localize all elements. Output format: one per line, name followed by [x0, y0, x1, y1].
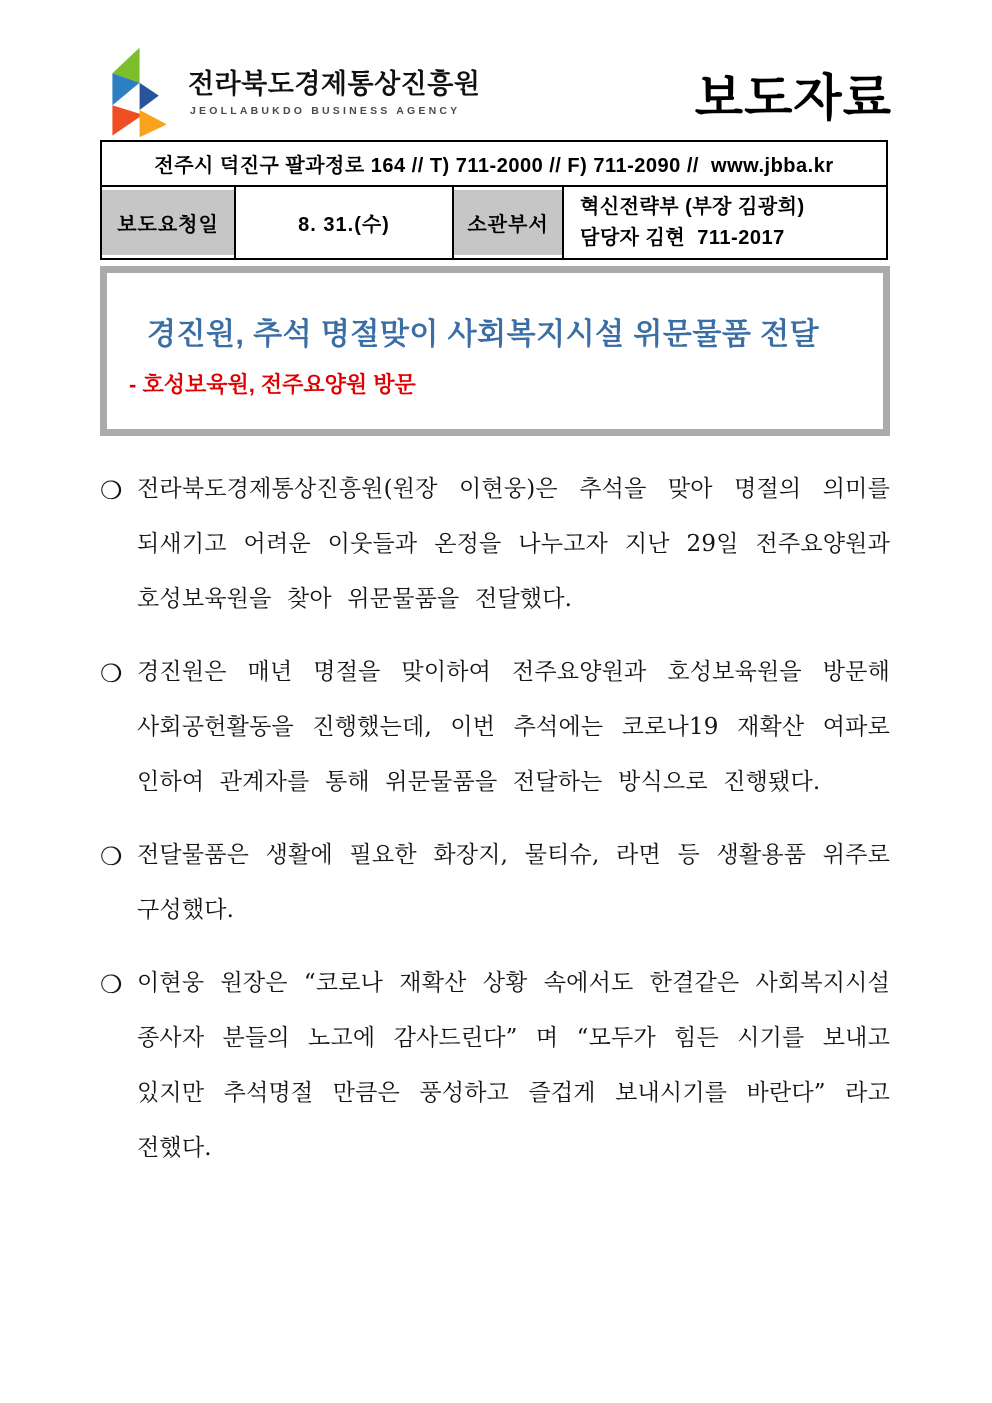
agency-name-english: JEOLLABUKDO BUSINESS AGENCY: [190, 104, 461, 117]
request-date-label: 보도요청일: [102, 190, 234, 255]
bullet-circle-icon: ❍: [100, 970, 123, 999]
paragraph-3-text: 전달물품은 생활에 필요한 화장지, 물티슈, 라면 등 생활용품 위주로 구성했다.: [137, 842, 890, 923]
bullet-circle-icon: ❍: [100, 476, 123, 505]
bullet-circle-icon: ❍: [100, 842, 123, 871]
info-table: [100, 140, 888, 260]
body-section: [100, 462, 890, 1194]
paragraph-1: [100, 462, 890, 627]
agency-logo-text: [188, 46, 480, 117]
paragraph-4: [100, 956, 890, 1176]
headline-box: [100, 266, 890, 436]
masthead-title: 보도자료: [694, 70, 892, 126]
paragraph-2: [100, 645, 890, 810]
dept-label: 소관부서: [454, 190, 562, 255]
paragraph-2-text: 경진원은 매년 명절을 맞이하여 전주요양원과 호성보육원을 방문해 사회공헌활동을 진행했는데, 이번 추석에는 코로나19 재확산 여파로 인하여 관계자를 통해 위문물품을 전달하는 방식으로 진행됐다.: [137, 659, 890, 795]
logo-orange-shape: [112, 105, 142, 135]
bullet-circle-icon: ❍: [100, 659, 123, 688]
logo-yellow-shape: [140, 110, 167, 137]
agency-address-cell: 전주시 덕진구 팔과정로 164 // T) 711-2000 // F) 711-2090 // www.jbba.kr: [102, 142, 886, 187]
headline-subtitle: - 호성보육원, 전주요양원 방문: [129, 372, 416, 397]
dept-line-2: 담당자 김현 711-2017: [580, 226, 785, 249]
request-date-label-cell: [102, 187, 236, 258]
agency-logo: [94, 46, 480, 138]
info-table-row: [102, 187, 886, 258]
headline-title: 경진원, 추석 명절맞이 사회복지시설 위문물품 전달: [147, 318, 820, 351]
request-date-value-cell: 8. 31.(수): [236, 187, 454, 258]
dept-label-cell: [454, 187, 564, 258]
agency-name-korean: 전라북도경제통상진흥원: [188, 69, 481, 99]
dept-value-cell: [564, 187, 886, 258]
agency-logo-icon: [94, 46, 182, 138]
paragraph-4-text: 이현웅 원장은 “코로나 재확산 상황 속에서도 한결같은 사회복지시설 종사자 분들의 노고에 감사드린다” 며 “모두가 힘든 시기를 보내고 있지만 추석명절 만큼은 풍성하고 즐겁게 보내시기를 바란다” 라고 전했다.: [137, 970, 890, 1161]
paragraph-3: [100, 828, 890, 938]
paragraph-1-text: 전라북도경제통상진흥원(원장 이현웅)은 추석을 맞아 명절의 의미를 되새기고 어려운 이웃들과 온정을 나누고자 지난 29일 전주요양원과 호성보육원을 찾아 위문물품을 전달했다.: [137, 476, 890, 612]
logo-navy-shape: [140, 83, 159, 110]
dept-line-1: 혁신전략부 (부장 김광희): [580, 195, 805, 218]
